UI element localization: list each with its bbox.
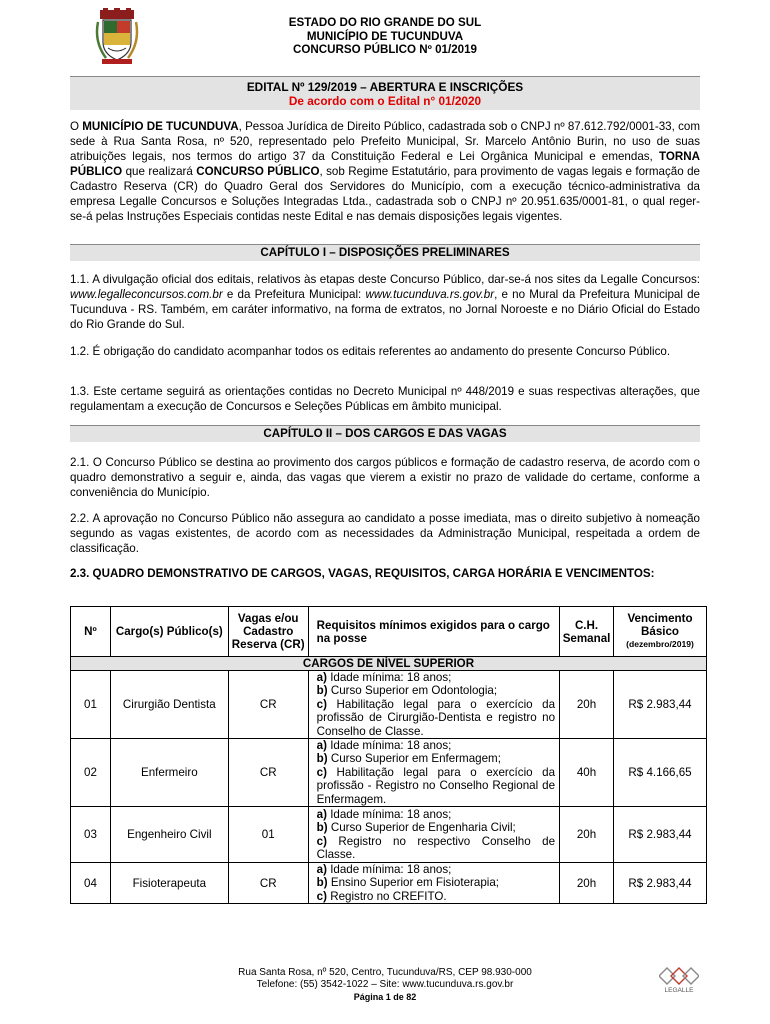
- header-state: ESTADO DO RIO GRANDE DO SUL: [288, 16, 482, 29]
- cell-vencimento: R$ 2.983,44: [614, 807, 707, 863]
- paragraph-2-1: 2.1. O Concurso Público se destina ao provimento dos cargos públicos e formação de cadastro reserva, de acordo com o quadro demonstrativo a seguir e, ainda, das vagas que vierem a existir no prazo de validade do certame, conforme a conveniência do Município.: [70, 456, 700, 499]
- requirement-item: c) Habilitação legal para o exercício da profissão - Registro no Conselho Regional de Enfermagem.: [316, 765, 556, 806]
- chapter-1-title: CAPÍTULO I – DISPOSIÇÕES PRELIMINARES: [70, 244, 700, 261]
- municipio-name: MUNICÍPIO DE TUCUNDUVA: [82, 120, 239, 133]
- cell-requisitos: [308, 863, 559, 904]
- cell-num: 01: [71, 671, 111, 739]
- paragraph-1-1: 1.1. A divulgação oficial dos editais, relativos às etapas deste Concurso Público, dar-se-á nos sites da Legalle Concursos: www.legalleconcursos.com.br e da Prefeitura Municipal: www.tucunduva.rs.gov.br, e no Mural da Prefeitura Municipal de Tucunduva - RS. Também, em caráter informativo, na forma de extratos, no Jornal Noroeste e no Diário Oficial do Estado do Rio Grande do Sul.: [70, 273, 700, 331]
- cell-requisitos: [308, 807, 559, 863]
- document-header: [70, 8, 700, 70]
- header-ch: C.H. Semanal: [560, 607, 614, 657]
- cell-vencimento: R$ 2.983,44: [614, 863, 707, 904]
- requirement-item: a) Idade mínima: 18 anos;: [316, 863, 452, 877]
- concurso-publico: CONCURSO PÚBLICO: [196, 165, 320, 178]
- requirement-item: c) Registro no CREFITO.: [316, 889, 447, 903]
- header-num: Nº: [71, 607, 111, 657]
- table-row: [71, 671, 707, 739]
- cell-vagas: CR: [228, 863, 308, 904]
- cell-ch: 20h: [560, 863, 614, 904]
- paragraph-2-3: 2.3. QUADRO DEMONSTRATIVO DE CARGOS, VAGAS, REQUISITOS, CARGA HORÁRIA E VENCIMENTOS:: [70, 567, 655, 580]
- requirement-item: a) Idade mínima: 18 anos;: [316, 739, 452, 753]
- cell-cargo: Fisioterapeuta: [110, 863, 228, 904]
- cell-num: 02: [71, 739, 111, 807]
- positions-table: [70, 606, 707, 904]
- requirement-item: b) Curso Superior de Engenharia Civil;: [316, 821, 516, 835]
- cell-num: 04: [71, 863, 111, 904]
- prefeitura-link[interactable]: www.tucunduva.rs.gov.br: [365, 288, 495, 301]
- paragraph-2-2: 2.2. A aprovação no Concurso Público não assegura ao candidato a posse imediata, mas o direito subjetivo à nomeação segundo as vagas existentes, de acordo com as necessidades da Administração Municipal, respeitada a ordem de classificação.: [70, 512, 700, 555]
- cell-requisitos: [308, 671, 559, 739]
- header-vagas: Vagas e/ou Cadastro Reserva (CR): [228, 607, 308, 657]
- cell-cargo: Engenheiro Civil: [110, 807, 228, 863]
- header-vencimento-note: (dezembro/2019): [626, 639, 694, 649]
- table-row: [71, 863, 707, 904]
- logo-text: LEGALLE: [664, 987, 694, 994]
- edital-title: EDITAL Nº 129/2019 – ABERTURA E INSCRIÇÕES: [246, 80, 524, 94]
- cell-cargo: Cirurgião Dentista: [110, 671, 228, 739]
- legalle-link[interactable]: www.legalleconcursos.com.br: [70, 288, 223, 301]
- table-header-row: [71, 607, 707, 657]
- cell-ch: 20h: [560, 671, 614, 739]
- cell-vagas: 01: [228, 807, 308, 863]
- header-municipality: MUNICÍPIO DE TUCUNDUVA: [306, 29, 464, 43]
- cell-ch: 20h: [560, 807, 614, 863]
- requirement-item: b) Curso Superior em Enfermagem;: [316, 752, 501, 766]
- requirement-item: c) Habilitação legal para o exercício da profissão de Cirurgião-Dentista e registro no Conselho de Classe.: [316, 697, 556, 738]
- header-requisitos: Requisitos mínimos exigidos para o cargo na posse: [308, 607, 559, 657]
- intro-paragraph: O MUNICÍPIO DE TUCUNDUVA, Pessoa Jurídica de Direito Público, cadastrada sob o CNPJ nº 87.612.792/0001-33, com sede à Rua Santa Rosa, nº 520, representado pelo Prefeito Municipal, Sr. Marcelo Antônio Burin, no uso de suas atribuições legais, nos termos do artigo 37 da Constituição Federal e Lei Orgânica Municipal e emendas, TORNA PÚBLICO que realizará CONCURSO PÚBLICO, sob Regime Estatutário, para provimento de vagas legais e formação de Cadastro Reserva (CR) do Quadro Geral dos Servidores do Município, com a execução técnico-administrativa da empresa Legalle Concursos e Soluções Integradas Ltda., cadastrada sob o CNPJ nº 20.951.635/0001-81, o qual reger-se-á pelas Instruções Especiais contidas neste Edital e nas demais disposições legais vigentes.: [70, 120, 700, 223]
- header-vencimento: Vencimento Básico (dezembro/2019): [614, 607, 707, 657]
- torna-publico: TORNA PÚBLICO: [70, 150, 700, 178]
- legalle-logo-icon: [659, 964, 699, 998]
- requirement-item: a) Idade mínima: 18 anos;: [316, 671, 452, 684]
- cell-vencimento: R$ 4.166,65: [614, 739, 707, 807]
- cell-vencimento: R$ 2.983,44: [614, 671, 707, 739]
- header-contest: CONCURSO PÚBLICO Nº 01/2019: [293, 43, 477, 56]
- footer-contact: Telefone: (55) 3542-1022 – Site: www.tucunduva.rs.gov.br: [256, 979, 514, 990]
- page-footer: [70, 967, 700, 1003]
- requirement-item: b) Curso Superior em Odontologia;: [316, 684, 498, 698]
- cell-cargo: Enfermeiro: [110, 739, 228, 807]
- paragraph-1-2: 1.2. É obrigação do candidato acompanhar todos os editais referentes ao andamento do presente Concurso Público.: [70, 345, 671, 358]
- requirement-item: b) Ensino Superior em Fisioterapia;: [316, 876, 500, 890]
- cell-ch: 40h: [560, 739, 614, 807]
- section-title: CARGOS DE NÍVEL SUPERIOR: [71, 657, 707, 671]
- page-number: Página 1 de 82: [353, 992, 417, 1002]
- chapter-2-title: CAPÍTULO II – DOS CARGOS E DAS VAGAS: [70, 425, 700, 442]
- header-cargo: Cargo(s) Público(s): [110, 607, 228, 657]
- footer-address: Rua Santa Rosa, nº 520, Centro, Tucunduva/RS, CEP 98.930-000: [238, 967, 532, 978]
- requirement-item: c) Registro no respectivo Conselho de Classe.: [316, 834, 556, 861]
- paragraph-1-3: 1.3. Este certame seguirá as orientações contidas no Decreto Municipal nº 448/2019 e suas respectivas alterações, que regulamentam a execução de Concursos e Seleções Públicas em âmbito municipal.: [70, 385, 700, 413]
- table-row: [71, 739, 707, 807]
- edital-subtitle: De acordo com o Edital n° 01/2020: [288, 94, 482, 108]
- edital-heading: [70, 76, 700, 110]
- table-row: [71, 807, 707, 863]
- cell-num: 03: [71, 807, 111, 863]
- cell-requisitos: [308, 739, 559, 807]
- cell-vagas: CR: [228, 671, 308, 739]
- cell-vagas: CR: [228, 739, 308, 807]
- section-row: [71, 657, 707, 671]
- requirement-item: a) Idade mínima: 18 anos;: [316, 807, 452, 821]
